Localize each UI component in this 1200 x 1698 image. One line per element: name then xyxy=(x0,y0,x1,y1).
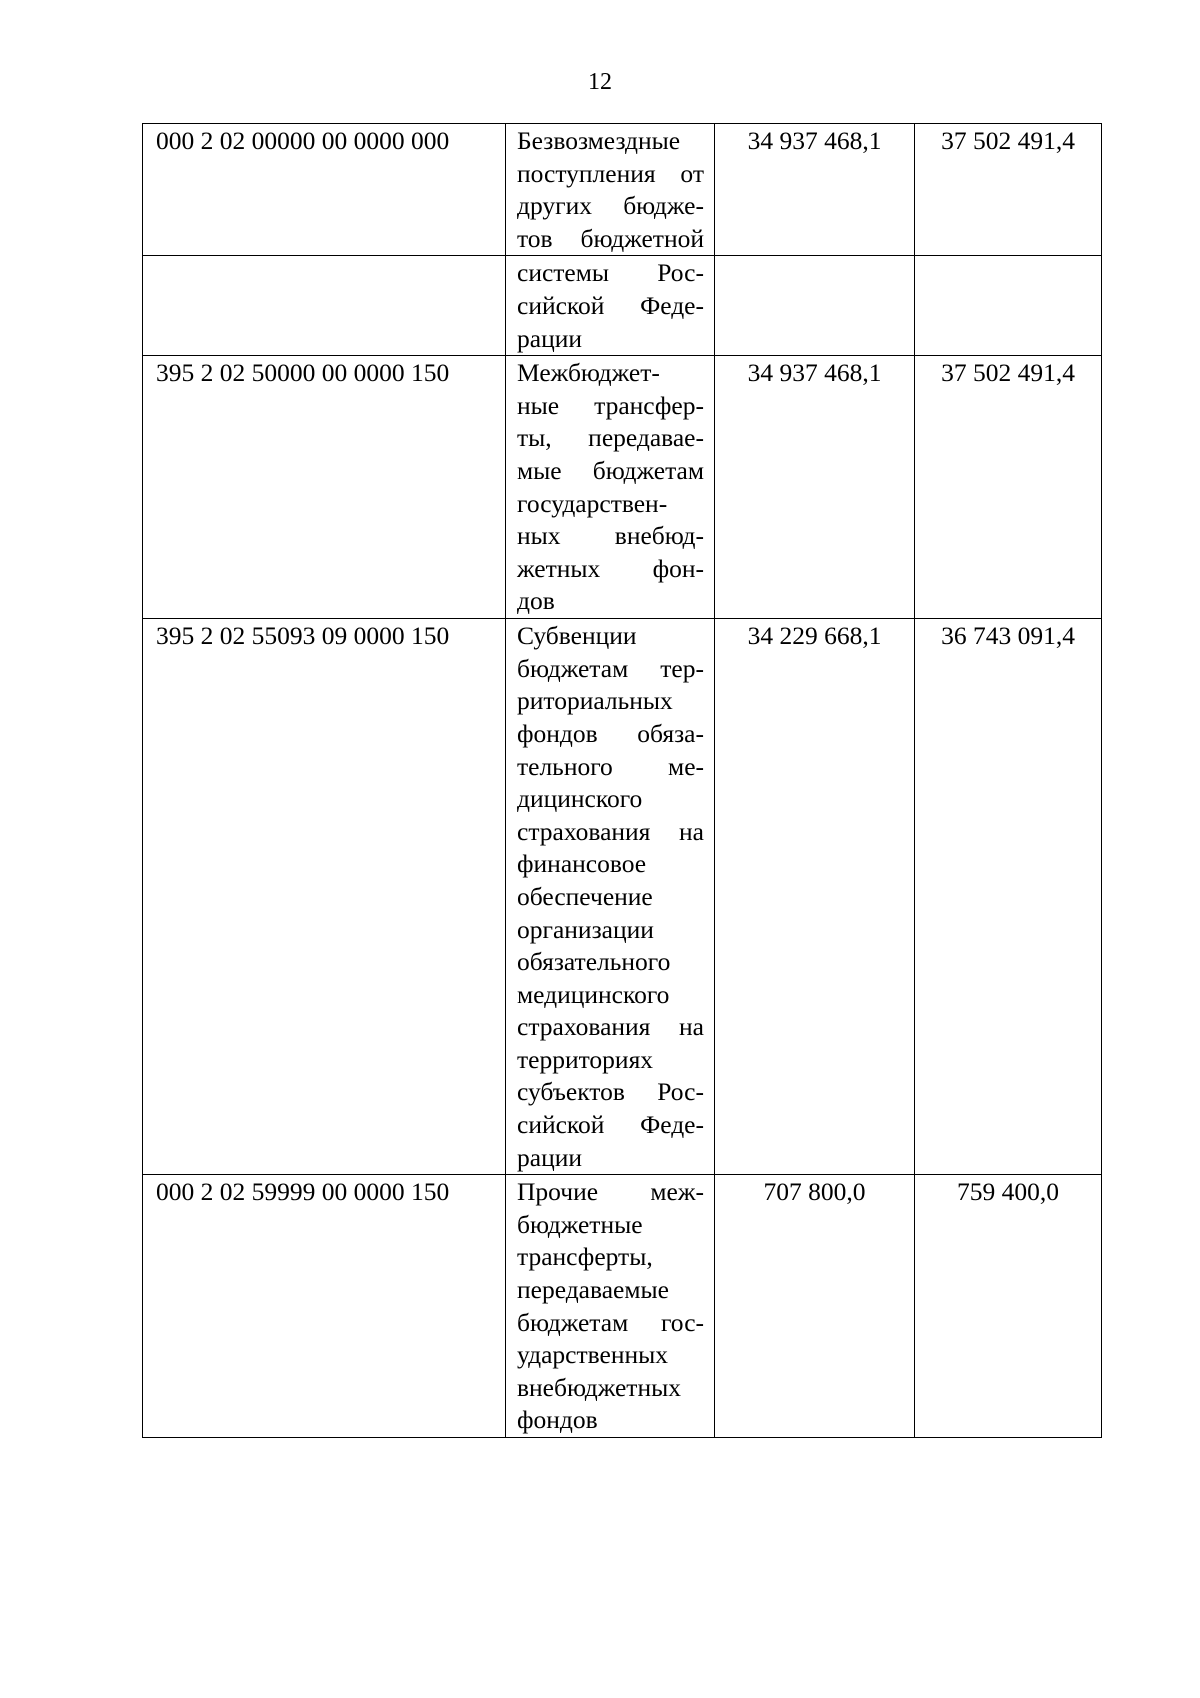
revenue-name-line: ударственных xyxy=(517,1340,669,1370)
table-row xyxy=(143,356,1102,619)
amount-year-2: 37 502 491,4 xyxy=(915,124,1102,256)
revenue-name-line: тов бюджетной xyxy=(517,223,704,253)
amount-year-1 xyxy=(715,256,915,356)
table-row xyxy=(143,124,1102,256)
amount-year-2: 759 400,0 xyxy=(915,1175,1102,1438)
revenue-name-line: рации xyxy=(517,1142,583,1172)
revenue-name-line: фондов обяза- xyxy=(517,718,704,748)
revenue-name-line: тельного ме- xyxy=(517,751,704,781)
budget-classification-code: 395 2 02 50000 00 0000 150 xyxy=(143,356,506,619)
table-row xyxy=(143,1175,1102,1438)
revenue-name-line: дицинского xyxy=(517,784,643,814)
budget-classification-code: 000 2 02 59999 00 0000 150 xyxy=(143,1175,506,1438)
revenue-name-line: государствен- xyxy=(517,488,668,518)
revenue-name-line: системы Рос- xyxy=(517,258,704,288)
revenue-name-line: страхования на xyxy=(517,1012,704,1042)
revenue-name-line: дов xyxy=(517,586,555,616)
revenue-name-line: рации xyxy=(517,323,583,353)
revenue-name-line: фондов xyxy=(517,1405,598,1435)
revenue-name-line: ных внебюд- xyxy=(517,521,704,551)
table-row xyxy=(143,256,1102,356)
budget-classification-code xyxy=(143,256,506,356)
amount-year-1: 34 229 668,1 xyxy=(715,619,915,1175)
revenue-name-line: медицинского xyxy=(517,979,670,1009)
amount-year-2 xyxy=(915,256,1102,356)
budget-revenue-table xyxy=(142,123,1102,1438)
revenue-name-line: обеспечение xyxy=(517,881,653,911)
revenue-name-line: мые бюджетам xyxy=(517,455,704,485)
revenue-name-line: ные трансфер- xyxy=(517,390,704,420)
revenue-name-line: ты, передавае- xyxy=(517,423,704,453)
revenue-name-line: бюджетам тер- xyxy=(517,653,704,683)
page-number: 12 xyxy=(588,69,612,95)
revenue-name-line: риториальных xyxy=(517,686,673,716)
amount-year-1: 707 800,0 xyxy=(715,1175,915,1438)
revenue-name xyxy=(506,356,715,619)
revenue-name-line: поступления от xyxy=(517,158,704,188)
revenue-name-line: бюджетам гос- xyxy=(517,1307,704,1337)
revenue-name-line: бюджетные xyxy=(517,1209,643,1239)
budget-classification-code: 395 2 02 55093 09 0000 150 xyxy=(143,619,506,1175)
revenue-name xyxy=(506,1175,715,1438)
revenue-name xyxy=(506,124,715,256)
revenue-name-line: трансферты, xyxy=(517,1242,653,1272)
revenue-name-line: Субвенции xyxy=(517,621,637,651)
revenue-name-line: Прочие меж- xyxy=(517,1177,704,1207)
revenue-name-line: обязательного xyxy=(517,947,671,977)
budget-classification-code: 000 2 02 00000 00 0000 000 xyxy=(143,124,506,256)
amount-year-2: 37 502 491,4 xyxy=(915,356,1102,619)
revenue-name-line: других бюдже- xyxy=(517,191,704,221)
revenue-name-line: страхования на xyxy=(517,816,704,846)
amount-year-1: 34 937 468,1 xyxy=(715,124,915,256)
revenue-name-line: сийской Феде- xyxy=(517,1110,704,1140)
revenue-name-line: финансовое xyxy=(517,849,647,879)
revenue-name-line: Безвозмездные xyxy=(517,126,681,155)
revenue-name-line: жетных фон- xyxy=(517,553,704,583)
revenue-name-line: субъектов Рос- xyxy=(517,1077,704,1107)
revenue-name xyxy=(506,619,715,1175)
table-row xyxy=(143,619,1102,1175)
revenue-name-line: Межбюджет- xyxy=(517,358,660,388)
revenue-name-line: территориях xyxy=(517,1044,654,1074)
revenue-name-line: организации xyxy=(517,914,654,944)
amount-year-2: 36 743 091,4 xyxy=(915,619,1102,1175)
revenue-name-line: передаваемые xyxy=(517,1275,669,1305)
revenue-name-line: сийской Феде- xyxy=(517,290,704,320)
revenue-name xyxy=(506,256,715,356)
revenue-name-line: внебюджетных xyxy=(517,1372,681,1402)
amount-year-1: 34 937 468,1 xyxy=(715,356,915,619)
